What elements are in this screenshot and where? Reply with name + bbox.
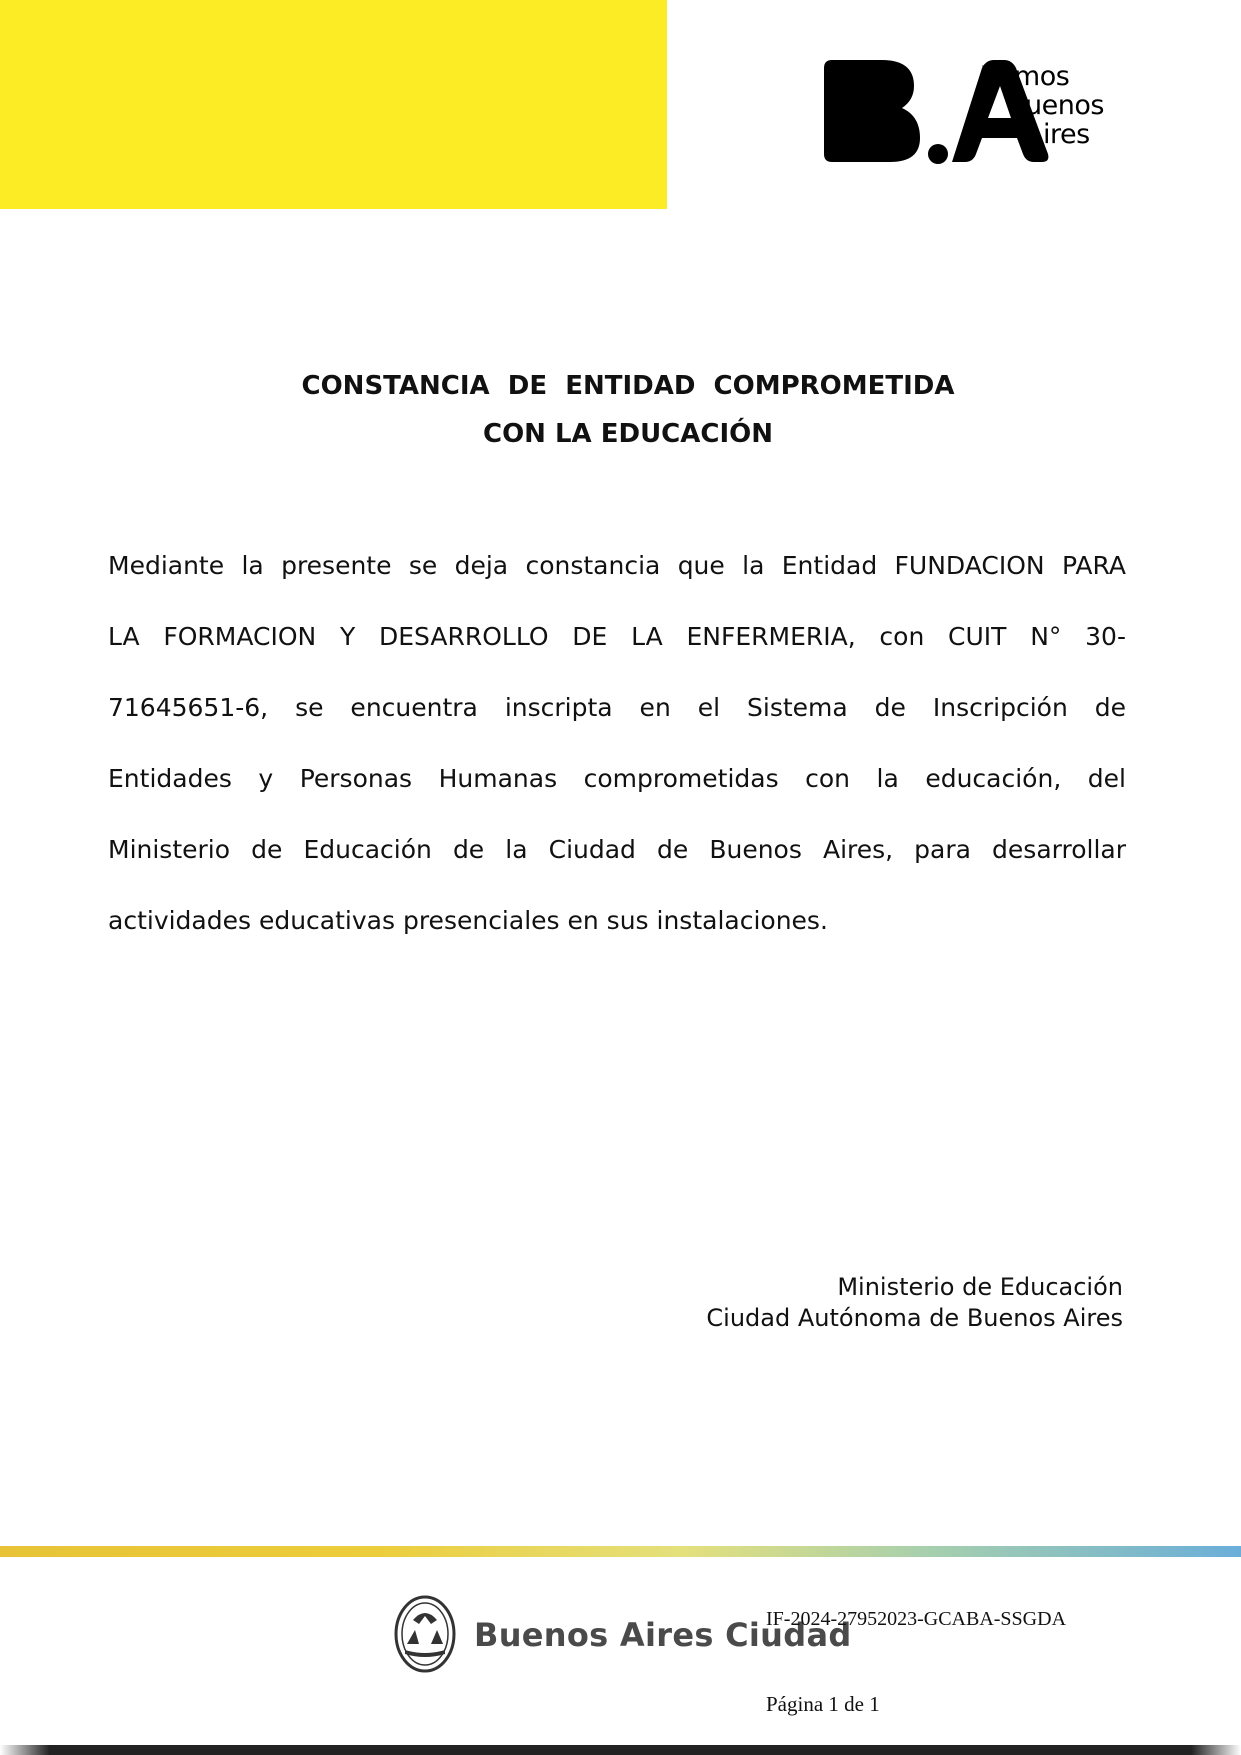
document-title [0, 362, 1241, 458]
signature-line-2: Ciudad Autónoma de Buenos Aires [706, 1304, 1123, 1332]
logo-word-1: Vamos [982, 61, 1070, 92]
page-number: Página 1 de 1 [766, 1692, 880, 1716]
document-id: IF-2024-27952023-GCABA-SSGDA [766, 1608, 1067, 1630]
signature-block [706, 1272, 1123, 1334]
title-line-2: CON LA EDUCACIÓN [482, 419, 773, 449]
footer-gradient-divider [0, 1546, 1241, 1557]
footer-brand: Buenos Aires Ciudad [474, 1616, 852, 1654]
document-body [108, 530, 1126, 956]
logo-wordmark [982, 62, 1104, 149]
body-line: LA FORMACION Y DESARROLLO DE LA ENFERMERIA, con CUIT N° 30- [108, 622, 1126, 651]
body-line: Mediante la presente se deja constancia que la Entidad FUNDACION PARA [108, 551, 1126, 580]
title-line-1: CONSTANCIA DE ENTIDAD COMPROMETIDA [301, 371, 955, 401]
bottom-bar [0, 1745, 1241, 1755]
body-line: Entidades y Personas Humanas comprometidas con la educación, del [108, 764, 1126, 793]
header-yellow-block [0, 0, 667, 209]
signature-line-1: Ministerio de Educación [837, 1273, 1123, 1301]
body-line: 71645651-6, se encuentra inscripta en el Sistema de Inscripción de [108, 693, 1126, 722]
city-seal-icon [393, 1594, 457, 1674]
body-line: Ministerio de Educación de la Ciudad de Buenos Aires, para desarrollar [108, 835, 1126, 864]
body-line: actividades educativas presenciales en sus instalaciones. [108, 906, 828, 935]
logo-word-2: Buenos [1007, 90, 1104, 121]
logo-word-3: Aires [1025, 119, 1090, 150]
